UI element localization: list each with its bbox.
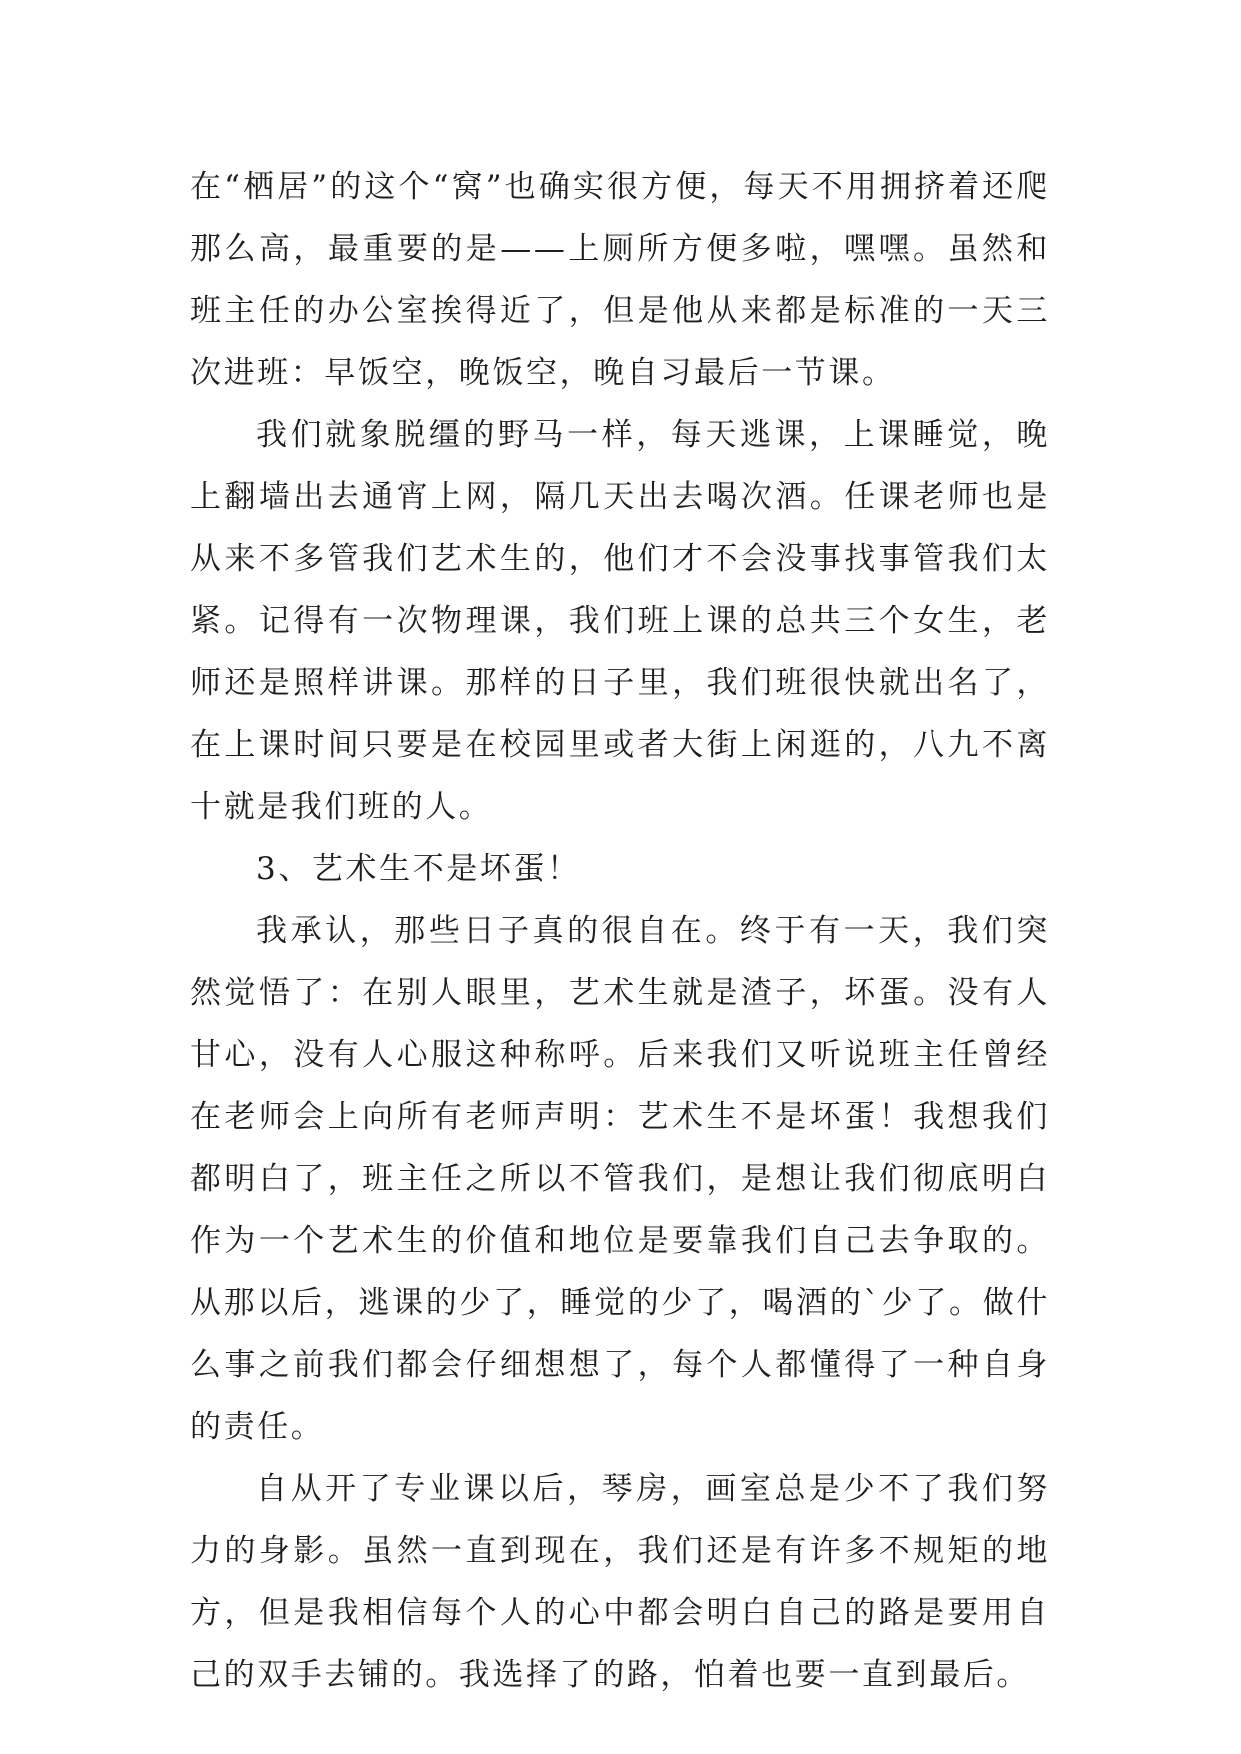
paragraph-4: 自从开了专业课以后，琴房，画室总是少不了我们努力的身影。虽然一直到现在，我们还是有许多不规矩的地方，但是我相信每个人的心中都会明白自己的路是要用自己的双手去铺的。我选择了的路，怕着也要一直到最后。 xyxy=(190,1471,1050,1693)
paragraph-2: 我们就象脱缰的野马一样，每天逃课，上课睡觉，晚上翻墙出去通宵上网，隔几天出去喝次酒。任课老师也是从来不多管我们艺术生的，他们才不会没事找事管我们太紧。记得有一次物理课，我们班上课的总共三个女生，老师还是照样讲课。那样的日子里，我们班很快就出名了，在上课时间只要是在校园里或者大街上闲逛的，八九不离十就是我们班的人。 xyxy=(190,417,1050,825)
section-heading: 3、艺术生不是坏蛋！ xyxy=(256,851,581,887)
paragraph-3: 我承认，那些日子真的很自在。终于有一天，我们突然觉悟了：在别人眼里，艺术生就是渣子，坏蛋。没有人甘心，没有人心服这种称呼。后来我们又听说班主任曾经在老师会上向所有老师声明：艺术生不是坏蛋！我想我们都明白了，班主任之所以不管我们，是想让我们彻底明白作为一个艺术生的价值和地位是要靠我们自己去争取的。从那以后，逃课的少了，睡觉的少了，喝酒的`少了。做什么事之前我们都会仔细想想了，每个人都懂得了一种自身的责任。 xyxy=(190,913,1050,1445)
paragraph-1: 在“栖居”的这个“窝”也确实很方便，每天不用拥挤着还爬那么高，最重要的是——上厕所方便多啦，嘿嘿。虽然和班主任的办公室挨得近了，但是他从来都是标准的一天三次进班：早饭空，晚饭空，晚自习最后一节课。 xyxy=(190,169,1050,391)
document-body xyxy=(190,156,1050,1706)
